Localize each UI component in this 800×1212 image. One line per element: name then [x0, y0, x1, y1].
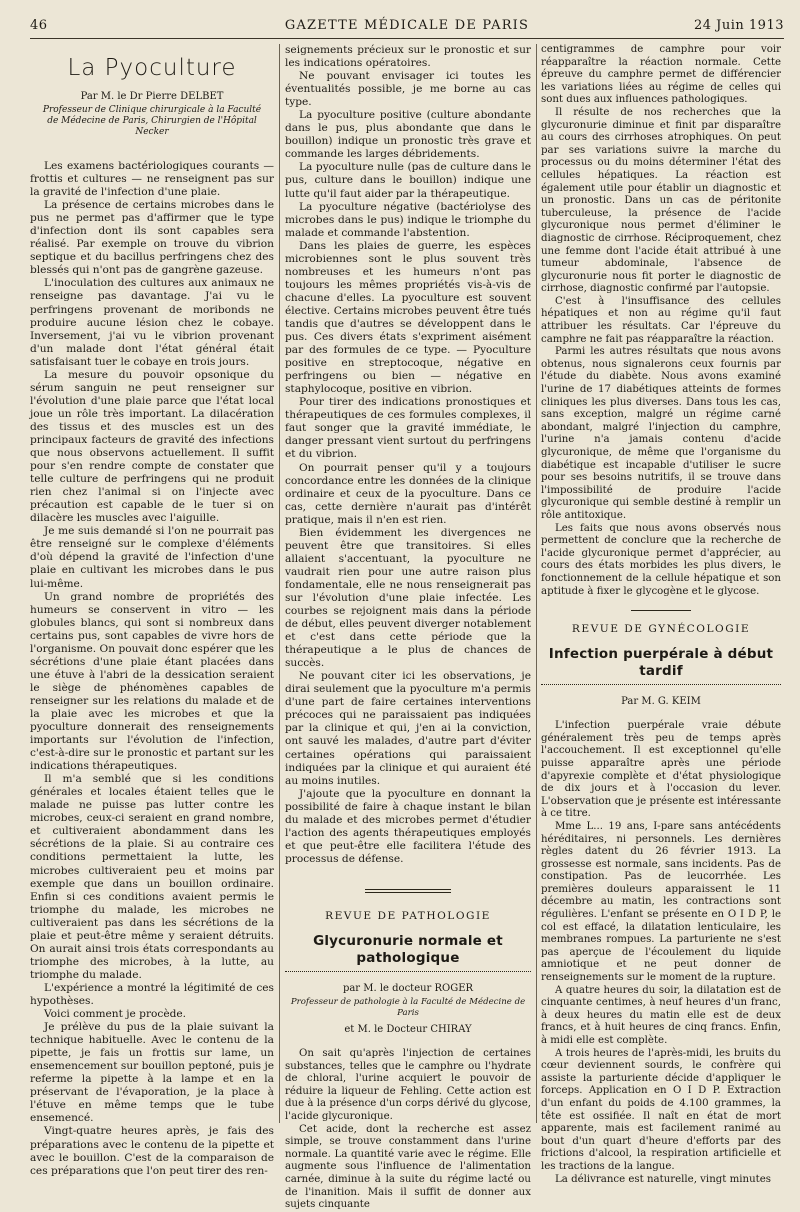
- paragraph: La pyoculture nulle (pas de culture dans le pus, culture dans le bouillon) indique une lutte qu'il faut aider par la thérapeutique.: [285, 161, 531, 200]
- paragraph: Mme L... 19 ans, I-pare sans antécédents héréditaires, ni personnels. Les dernières règles datent du 26 février 1913. La grossesse est normale, sans incidents. Pas de constipation. Pas de leucorrhée. Les premières douleurs apparaissent le 11 décembre au matin, les contractions sont régulières. L'enfant se présente en O I D P, le col est effacé, la dilatation lenticulaire, les membranes rompues. La parturiente ne s'est pas aperçue de l'écoulement du liquide amniotique et ne peut donner de renseignements sur le moment de la rupture.: [541, 820, 781, 984]
- article-byline: Par M. G. KEIM: [621, 696, 701, 708]
- paragraph: La délivrance est naturelle, vingt minutes: [555, 1173, 771, 1185]
- paragraph: Pour tirer des indications pronostiques et thérapeutiques de ces formules complexes, il faut songer que la gravité immédiate, le danger pressant vient surtout du perfringens et du vibrion.: [285, 396, 531, 461]
- paragraph: La pyoculture positive (culture abondante dans le pus, plus abondante que dans le bouillon) indique un pronostic très grave et commande les larges débridements.: [285, 109, 531, 161]
- paragraph: La pyoculture négative (bactériolyse des microbes dans le pus) indique le triomphe du malade et commande l'abstention.: [285, 200, 531, 239]
- paragraph: Les examens bactériologiques courants — frottis et cultures — ne renseignent pas sur la gravité de l'infection d'une plaie.: [30, 160, 274, 199]
- article-title-glycuronurie: Glycuronurie normale et pathologique: [285, 933, 531, 972]
- paragraph: Vingt-quatre heures après, je fais des préparations avec le contenu de la pipette et avec le bouillon. C'est de la comparaison de ces préparations que l'on peut tirer des ren-: [30, 1125, 274, 1177]
- paragraph: L'inoculation des cultures aux animaux ne renseigne pas davantage. J'ai vu le perfringens provenant de moribonds ne produire aucune lésion chez le cobaye. Inversement, j'ai vu le vibrion provenant d'un malade dont l'état général était satisfaisant tuer le cobaye en trois jours.: [30, 277, 274, 368]
- article-affiliation: Professeur de Clinique chirurgicale à la Faculté de Médecine de Paris, Chirurgien de l'Hôpital Necker: [42, 105, 262, 137]
- paragraph: A quatre heures du soir, la dilatation est de cinquante centimes, à neuf heures d'un franc, à deux heures du matin elle est de deux francs, et à huit heures de cinq francs. Enfin, à midi elle est complète.: [541, 984, 781, 1047]
- page-number: 46: [30, 18, 48, 33]
- paragraph: Parmi les autres résultats que nous avons obtenus, nous signalerons ceux fournis par l'étude du diabète. Nous avons examiné l'urine de 17 diabétiques atteints de formes cliniques les plus diverses. Dans tous les cas, sans exception, malgré un régime carné abondant, malgré l'injection du camphre, l'urine n'a jamais contenu d'acide glycuronique, de même que l'organisme du diabétique est incapable d'utiliser le sucre pour ses besoins nutritifs, il se trouve dans l'impossibilité de produire l'acide glycuronique qui semble destiné à remplir un rôle antitoxique.: [541, 346, 781, 521]
- column-2: [285, 44, 531, 1211]
- paragraph: Je prélève du pus de la plaie suivant la technique habituelle. Avec le contenu de la pipette, je fais un frottis sur lame, un ensemencement sur bouillon peptoné, puis je referme la pipette à la lampe et en la préservant de l'évaporation, je la place à l'étuve en même temps que le tube ensemencé.: [30, 1021, 274, 1125]
- paragraph: J'ajoute que la pyoculture en donnant la possibilité de faire à chaque instant le bilan du malade et des microbes permet d'étudier l'action des agents thérapeutiques employés et que peut-être elle facilitera l'étude des processus de défense.: [285, 787, 531, 865]
- paragraph: Cet acide, dont la recherche est assez simple, se trouve constamment dans l'urine normale. La quantité varie avec le régime. Elle augmente sous l'influence de l'alimentation carnée, diminue à la suite du régime lacté ou de l'inanition. Mais il suffit de donner aux sujets cinquante: [285, 1123, 531, 1211]
- paragraph: C'est à l'insuffisance des cellules hépatiques et non au régime qu'il faut attribuer les résultats. Car l'épreuve du camphre ne fait pas réapparaître la réaction.: [541, 295, 781, 345]
- journal-title: GAZETTE MÉDICALE DE PARIS: [284, 18, 530, 33]
- paragraph: La présence de certains microbes dans le pus ne permet pas d'affirmer que le type d'infection dont ils sont capables sera réalisé. Par exemple on trouve du vibrion septique et du bacillus perfringens chez des blessés qui n'ont pas de gangrène gazeuse.: [30, 199, 274, 277]
- paragraph: L'expérience a montré la légitimité de ces hypothèses.: [30, 981, 274, 1007]
- paragraph: Voici comment je procède.: [44, 1008, 187, 1021]
- paragraph: Je me suis demandé si l'on ne pourrait pas être renseigné sur le complexe d'éléments d'où dépend la gravité de l'infection d'une plaie en cultivant les microbes dans le pus lui-même.: [30, 525, 274, 590]
- paragraph: Ne pouvant envisager ici toutes les éventualités possible, je me borne au cas type.: [285, 70, 531, 109]
- paragraph: L'infection puerpérale vraie débute généralement très peu de temps après l'accouchement. Il est exceptionnel qu'elle puisse apparaître après une période d'apyrexie complète et d'état physiologique de dix jours et à l'occasion du lever. L'observation que je présente est intéressante à ce titre.: [541, 720, 781, 820]
- paragraph: centigrammes de camphre pour voir réapparaître la réaction normale. Cette épreuve du camphre permet de différencier les variations liées au régime de celles qui sont dues aux influences pathologiques.: [541, 44, 781, 106]
- paragraph: Les faits que nous avons observés nous permettent de conclure que la recherche de l'acide glycuronique permet d'apprécier, au cours des états morbides les plus divers, le fonctionnement de la cellule hépatique et son aptitude à fixer le glycogène et le glycose.: [541, 522, 781, 597]
- article-byline: Par M. le Dr Pierre DELBET: [80, 91, 224, 102]
- column-divider-1: [279, 44, 280, 1123]
- column-divider-2: [536, 44, 537, 1123]
- column-1: [30, 44, 274, 1177]
- running-header: [30, 18, 784, 39]
- paragraph: A trois heures de l'après-midi, les bruits du cœur deviennent sourds, le confrère qui assiste la parturiente décide d'appliquer le forceps. Application en O I D P. Extraction d'un enfant du poids de 4.100 grammes, la tête est ossifiée. Il naît en état de mort apparente, mais est facilement ranimé au bout d'un quart d'heure d'efforts par des frictions d'alcool, la respiration artificielle et les tractions de la langue.: [541, 1047, 781, 1172]
- paragraph: Ne pouvant citer ici les observations, je dirai seulement que la pyoculture m'a permis d'une part de faire certaines interventions précoces qui ne paraissaient pas indiquées par la clinique et qui, j'en ai la conviction, ont sauvé les malades, d'autre part d'éviter certaines opérations qui paraissaient indiquées par la clinique et qui auraient été au moins inutiles.: [285, 670, 531, 787]
- section-separator: [285, 884, 531, 896]
- paragraph: Un grand nombre de propriétés des humeurs se conservent in vitro — les globules blancs, qui sont si nombreux dans certains pus, sont capables de vivre hors de l'organisme. On pouvait donc espérer que les sécrétions d'une plaie étant placées dans une étuve à l'abri de la dessication seraient le siège de phénomènes capables de renseigner sur les relations du malade et de la plaie avec les microbes et que la pyoculture donnerait des renseignements importants sur l'évolution de l'infection, c'est-à-dire sur le pronostic et partant sur les indications thérapeutiques.: [30, 590, 274, 773]
- paragraph: La mesure du pouvoir opsonique du sérum sanguin ne peut renseigner sur l'évolution d'une plaie parce que l'état local joue un rôle très important. La dilacération des tissus et des muscles est un des principaux facteurs de gravité des infections que nous observons actuellement. Il suffit pour s'en rendre compte de constater que telle culture de perfringens qui ne produit rien chez l'animal si on l'injecte avec précaution est capable de le tuer si on dilacère les muscles avec l'aiguille.: [30, 368, 274, 525]
- paragraph: Dans les plaies de guerre, les espèces microbiennes sont le plus souvent très nombreuses et les humeurs n'ont pas toujours les mêmes propriétés vis-à-vis de chacune d'elles. La pyoculture est souvent élective. Certains microbes peuvent être tués tandis que d'autres se développent dans le pus. Ces divers états s'expriment aisément par des formules de ce type. — Pyoculture positive en streptocoque, négative en perfringens ou bien — négative en staphylocoque, positive en vibrion.: [285, 239, 531, 396]
- section-separator: [631, 610, 691, 611]
- column-3: [541, 44, 781, 1185]
- issue-date: 24 Juin 1913: [693, 18, 784, 33]
- article-byline: par M. le docteur ROGER: [342, 983, 474, 994]
- article-byline-second: et M. le Docteur CHIRAY: [344, 1024, 472, 1035]
- paragraph: Il m'a semblé que si les conditions générales et locales étaient telles que le malade ne puisse pas lutter contre les microbes, ceux-ci seraient en grand nombre, et cultiveraient abondamment dans les sécrétions de la plaie. Si au contraire ces conditions permettaient la lutte, les microbes cultiveraient peu et moins par exemple que dans un bouillon ordinaire. Enfin si ces conditions avaient permis le triomphe du malade, les microbes ne cultiveraient pas dans les sécrétions de la plaie et peut-être même y seraient détruits. On aurait ainsi trois états correspondants au triomphe des microbes, à la lutte, au triomphe du malade.: [30, 773, 274, 981]
- paragraph: Bien évidemment les divergences ne peuvent être que transitoires. Si elles allaient s'accentuant, la pyoculture ne vaudrait rien pour une autre raison plus fondamentale, elle ne nous renseignerait pas sur l'évolution d'une plaie infectée. Les courbes se rejoignent mais dans la période de début, elles peuvent diverger notablement et c'est dans cette période que la thérapeutique a le plus de chances de succès.: [285, 526, 531, 670]
- paragraph: Il résulte de nos recherches que la glycuronurie diminue et finit par disparaître au cours des cirrhoses atrophiques. On peut par ses variations suivre la marche du processus ou du moins déterminer l'état des cellules hépatiques. La réaction est également utile pour établir un diagnostic et un pronostic. Dans un cas de péritonite tuberculeuse, la présence de l'acide glycuronique nous permet d'éliminer le diagnostic de cirrhose. Réciproquement, chez une femme dont l'acide était attribué à une tumeur abdominale, l'absence de glycuronurie nous fit porter le diagnostic de cirrhose, diagnostic confirmé par l'autopsie.: [541, 106, 781, 295]
- article-title-pyoculture: La Pyoculture: [67, 55, 237, 81]
- paragraph: seignements précieux sur le pronostic et sur les indications opératoires.: [285, 44, 531, 70]
- paragraph: On pourrait penser qu'il y a toujours concordance entre les données de la clinique ordinaire et ceux de la pyoculture. Dans ce cas, cette dernière n'aurait pas d'intérêt pratique, mais il n'en est rien.: [285, 461, 531, 526]
- section-heading-gynecologie: REVUE DE GYNÉCOLOGIE: [571, 623, 751, 636]
- paragraph: On sait qu'après l'injection de certaines substances, telles que le camphre ou l'hydrate de chloral, l'urine acquiert le pouvoir de réduire la liqueur de Fehling. Cette action est due à la présence d'un corps dérivé du glycose, l'acide glycuronique.: [285, 1048, 531, 1122]
- section-heading-pathologie: REVUE DE PATHOLOGIE: [325, 909, 491, 922]
- article-title-infection-puerperale: Infection puerpérale à début tardif: [541, 646, 781, 685]
- article-affiliation: Professeur de pathologie à la Faculté de Médecine de Paris: [290, 997, 526, 1018]
